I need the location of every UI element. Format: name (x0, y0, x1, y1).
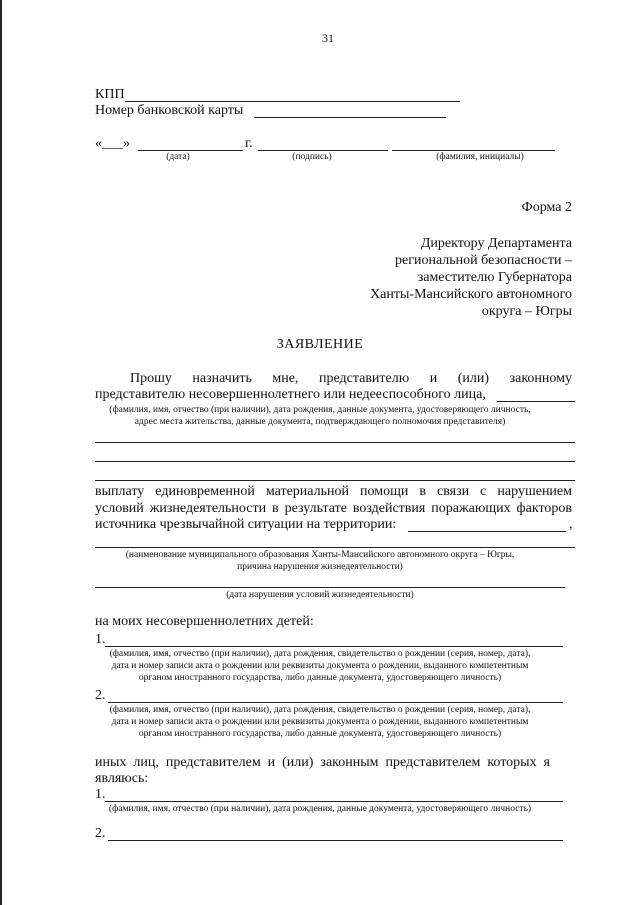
addressee-line-5: округа – Югры (481, 304, 572, 319)
others-line-2: являюсь: (95, 771, 149, 786)
card-number-label: Номер банковской карты (95, 103, 244, 118)
addressee-line-1: Директору Департамента (420, 236, 572, 251)
child-item-1-number: 1. (95, 632, 106, 647)
other-2-field-line[interactable] (108, 840, 563, 841)
child-1-field-line[interactable] (105, 646, 563, 647)
name-field-line[interactable] (392, 150, 555, 151)
violation-date-field-line[interactable] (95, 587, 565, 588)
payment-line-3: источника чрезвычайной ситуации на территории: (95, 517, 397, 532)
request-line-1: Прошу назначить мне, представителю и (или) законному (130, 371, 572, 386)
document-title: ЗАЯВЛЕНИЕ (276, 337, 364, 352)
addressee-line-2: региональной безопасности – (395, 253, 572, 268)
caption-signature: (подпись) (292, 152, 332, 162)
territory-field-line[interactable] (408, 531, 566, 532)
addressee-line-3: заместителю Губернатора (417, 270, 572, 285)
other-1-caption: (фамилия, имя, отчество (при наличии), дата рождения, данные документа, удостоверяющего личность) (108, 804, 532, 814)
other-item-1-number: 1. (95, 787, 106, 802)
signature-field-line[interactable] (258, 150, 388, 151)
child-2-caption-3: органом иностранного государства, либо данные документа, удостоверяющего личность) (138, 729, 502, 739)
card-number-field-line[interactable] (254, 117, 446, 118)
payment-line-2: условий жизнедеятельности в результате воздействия поражающих факторов (95, 501, 572, 516)
request-caption-2: адрес места жительства, данные документа, подтверждающего полномочия представителя) (134, 417, 506, 427)
municipality-field-line[interactable] (95, 547, 575, 548)
date-open: «___» (95, 136, 130, 151)
child-2-caption-2: дата и номер записи акта о рождении или реквизиты документа о рождении, выданного компетентным (111, 717, 529, 727)
payment-caption-3: (дата нарушения условий жизнедеятельности) (226, 590, 414, 600)
child-2-field-line[interactable] (108, 702, 563, 703)
year-suffix: г. (245, 136, 253, 151)
caption-date: (дата) (166, 152, 190, 162)
caption-name: (фамилия, инициалы) (436, 152, 524, 162)
date-field-line[interactable] (138, 150, 243, 151)
page-number: 31 (322, 31, 334, 45)
payment-line-3-end: , (569, 517, 573, 532)
payment-caption-1: (наименование муниципального образования Ханты-Мансийского автономного округа – Югры, (125, 550, 515, 560)
child-1-caption-1: (фамилия, имя, отчество (при наличии), дата рождения, свидетельство о рождении (серия, номер, дата), (109, 649, 531, 659)
other-item-2-number: 2. (95, 826, 106, 841)
request-line-2: представителю несовершеннолетнего или недееспособного лица, (95, 387, 486, 402)
representative-field-line-3[interactable] (95, 461, 575, 462)
child-item-2-number: 2. (95, 688, 106, 703)
kpp-label: КПП (95, 87, 125, 102)
child-1-caption-3: органом иностранного государства, либо данные документа, удостоверяющего личность) (138, 673, 502, 683)
kpp-field-line[interactable] (125, 101, 460, 102)
form-label: Форма 2 (521, 200, 572, 215)
payment-caption-2: причина нарушения жизнедеятельности) (237, 562, 403, 572)
others-line-1: иных лиц, представителем и (или) законным представителем которых я (95, 755, 550, 770)
child-2-caption-1: (фамилия, имя, отчество (при наличии), дата рождения, свидетельство о рождении (серия, номер, дата), (109, 705, 531, 715)
scan-left-edge (0, 0, 2, 905)
representative-field-line-2[interactable] (95, 442, 575, 443)
other-1-field-line[interactable] (105, 801, 563, 802)
addressee-line-4: Ханты-Мансийского автономного (370, 287, 572, 302)
payment-line-1: выплату единовременной материальной помощи в связи с нарушением (95, 484, 572, 499)
children-heading: на моих несовершеннолетних детей: (95, 614, 314, 629)
representative-field-line[interactable] (497, 401, 575, 402)
representative-field-line-4[interactable] (95, 480, 575, 481)
request-caption-1: (фамилия, имя, отчество (при наличии), дата рождения, данные документа, удостоверяющего личность, (109, 405, 531, 415)
child-1-caption-2: дата и номер записи акта о рождении или реквизиты документа о рождении, выданного компетентным (111, 661, 529, 671)
